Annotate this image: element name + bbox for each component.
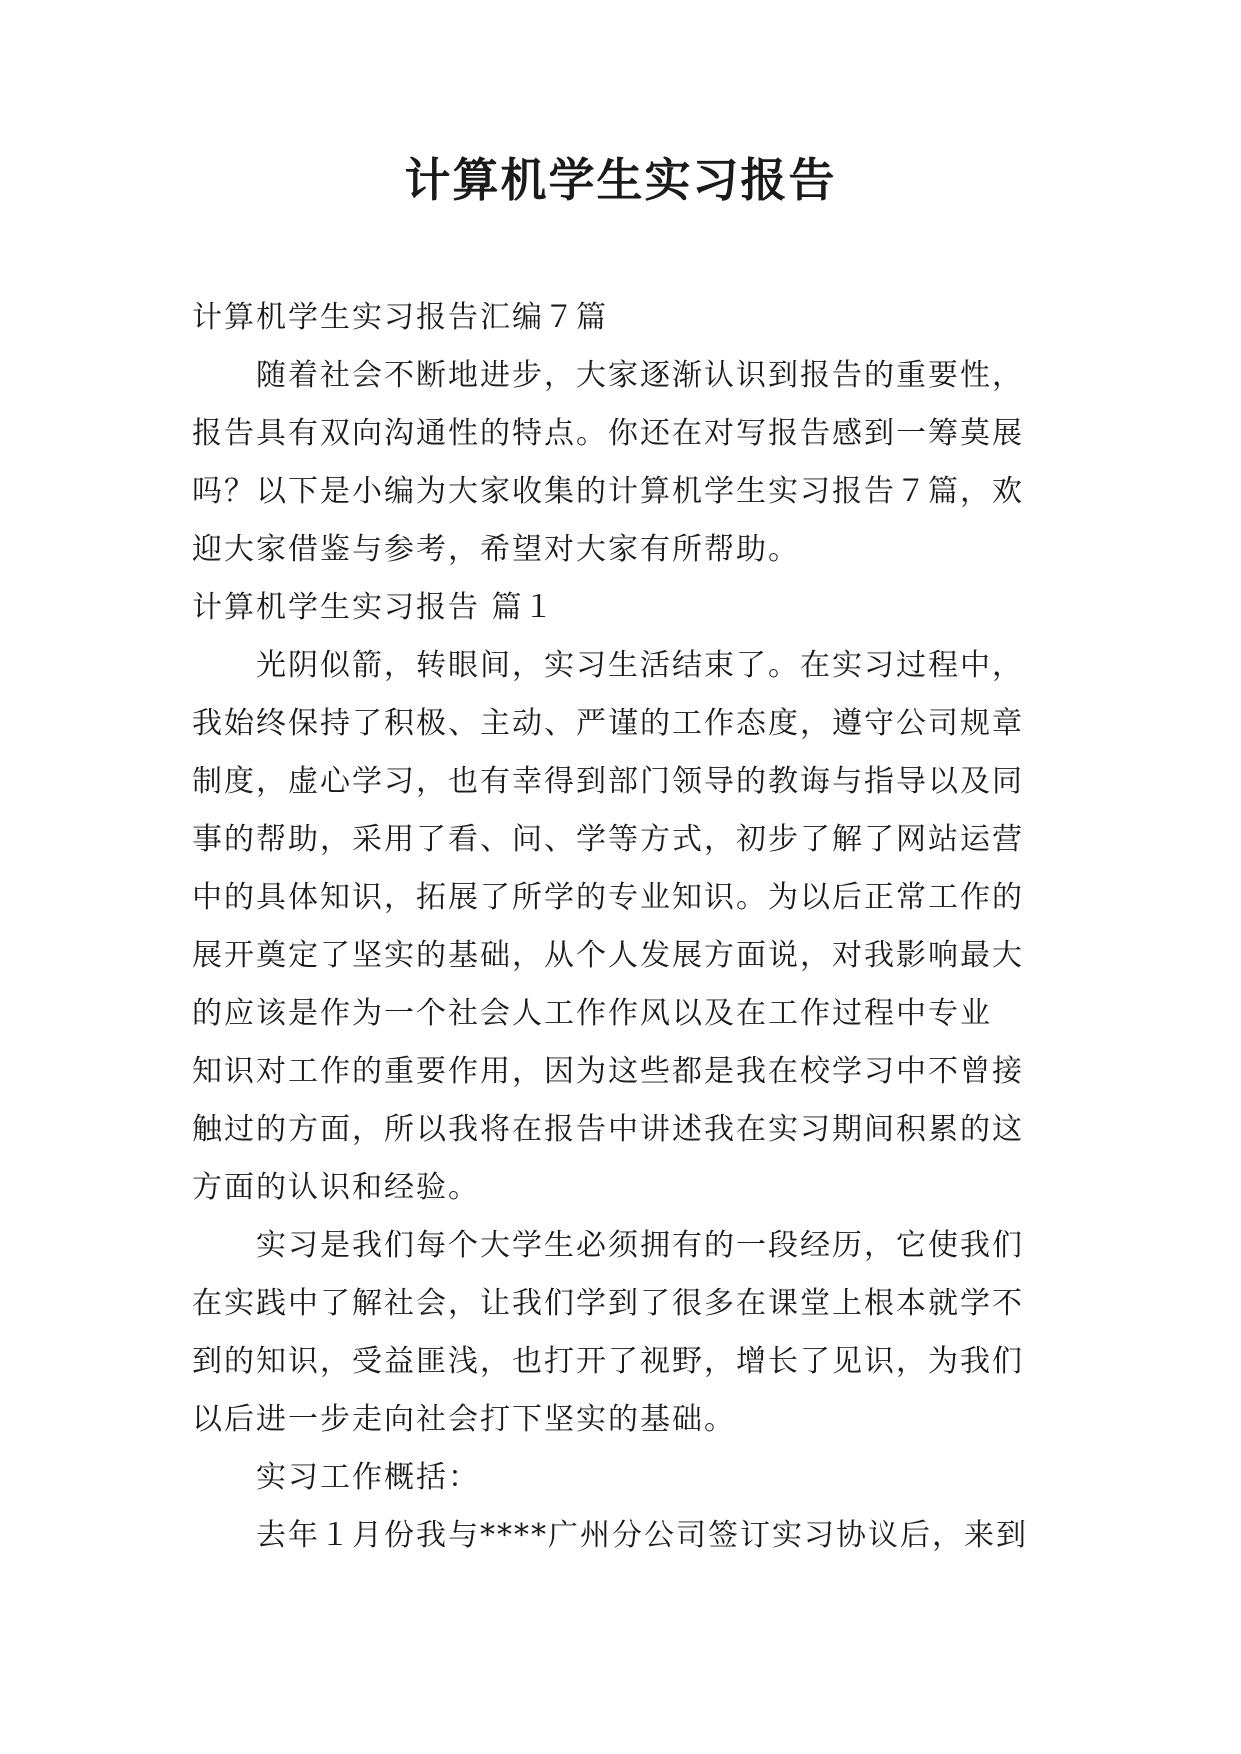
paragraph-line: 随着社会不断地进步，大家逐渐认识到报告的重要性， xyxy=(256,358,1024,393)
paragraph-line: 实习工作概括： xyxy=(256,1460,480,1495)
paragraph-line: 以后进一步走向社会打下坚实的基础。 xyxy=(192,1402,736,1437)
paragraph-line: 制度，虚心学习，也有幸得到部门领导的教诲与指导以及同 xyxy=(192,764,1024,799)
paragraph-line: 在实践中了解社会，让我们学到了很多在课堂上根本就学不 xyxy=(192,1286,1024,1321)
paragraph-line: 吗？以下是小编为大家收集的计算机学生实习报告７篇，欢 xyxy=(192,474,1024,509)
paragraph-line: 我始终保持了积极、主动、严谨的工作态度，遵守公司规章 xyxy=(192,706,1024,741)
paragraph-line: 的应该是作为一个社会人工作作风以及在工作过程中专业 xyxy=(192,996,992,1031)
paragraph-line: 报告具有双向沟通性的特点。你还在对写报告感到一筹莫展 xyxy=(192,416,1024,451)
paragraph-line: 到的知识，受益匪浅，也打开了视野，增长了见识，为我们 xyxy=(192,1344,1024,1379)
paragraph-line: 知识对工作的重要作用，因为这些都是我在校学习中不曾接 xyxy=(192,1054,1024,1089)
paragraph-line: 触过的方面，所以我将在报告中讲述我在实习期间积累的这 xyxy=(192,1112,1024,1147)
section-heading: 计算机学生实习报告 篇１ xyxy=(192,590,556,625)
subtitle-line: 计算机学生实习报告汇编７篇 xyxy=(192,300,608,335)
paragraph-line: 展开奠定了坚实的基础，从个人发展方面说，对我影响最大 xyxy=(192,938,1024,973)
paragraph-line: 实习是我们每个大学生必须拥有的一段经历，它使我们 xyxy=(256,1228,1024,1263)
paragraph-line: 中的具体知识，拓展了所学的专业知识。为以后正常工作的 xyxy=(192,880,1024,915)
paragraph-line: 去年１月份我与****广州分公司签订实习协议后，来到 xyxy=(256,1518,1028,1553)
paragraph-line: 事的帮助，采用了看、问、学等方式，初步了解了网站运营 xyxy=(192,822,1024,857)
document-body xyxy=(192,289,1050,1565)
paragraph-line: 光阴似箭，转眼间，实习生活结束了。在实习过程中， xyxy=(256,648,1024,683)
paragraph-line: 方面的认识和经验。 xyxy=(192,1170,480,1205)
document-title: 计算机学生实习报告 xyxy=(404,153,837,207)
paragraph-line: 迎大家借鉴与参考，希望对大家有所帮助。 xyxy=(192,532,800,567)
